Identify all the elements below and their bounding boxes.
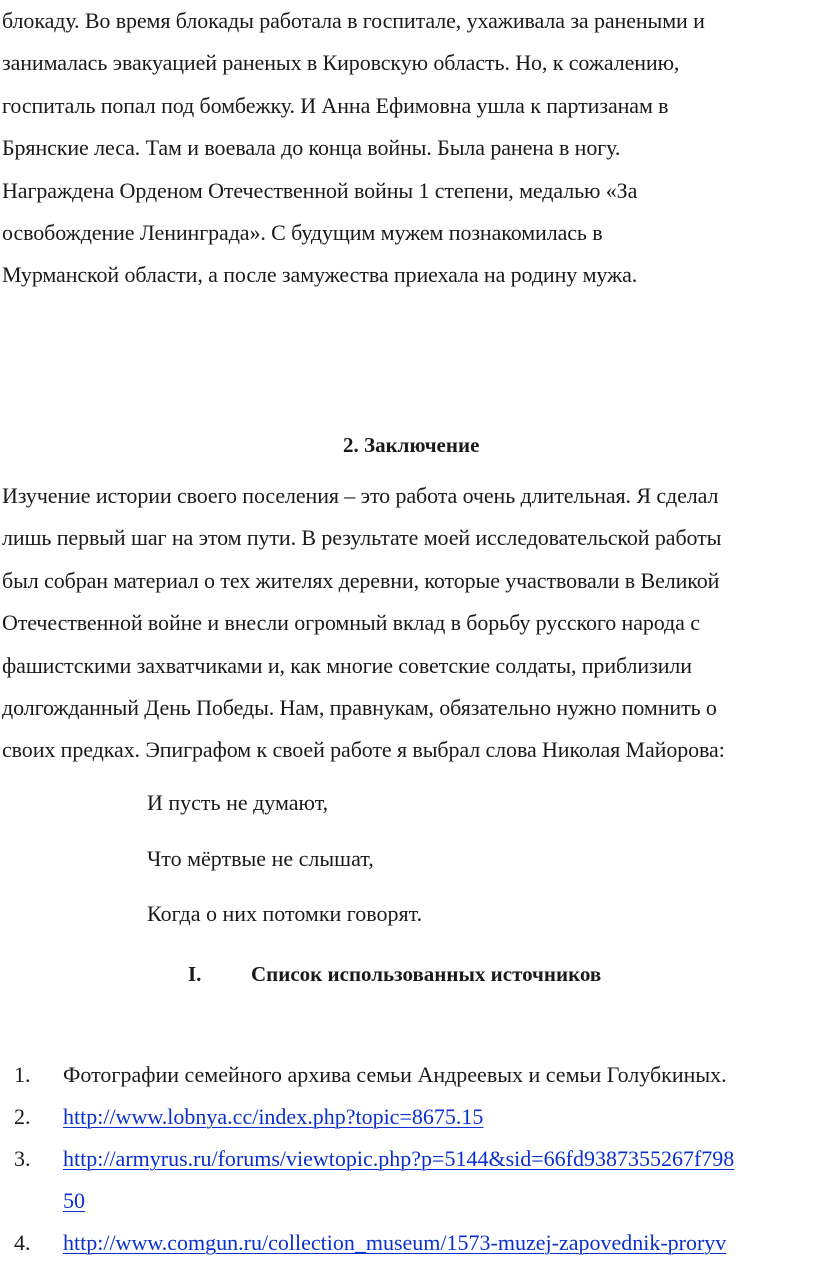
- epigraph-line-1: И пусть не думают,: [147, 790, 329, 815]
- epigraph-line-3: Когда о них потомки говорят.: [147, 901, 423, 926]
- source-number: 3.: [14, 1146, 31, 1171]
- intro-line-1: блокаду. Во время блокады работала в госпитале, ухаживала за ранеными и: [2, 8, 705, 33]
- sources-heading-title: Список использованных источников: [251, 962, 602, 986]
- conclusion-line-3: был собран материал о тех жителях деревни, которые участвовали в Великой: [2, 567, 720, 593]
- intro-line-3: госпиталь попал под бомбежку. И Анна Ефимовна ушла к партизанам в: [2, 92, 669, 118]
- conclusion-paragraph: [2, 475, 814, 772]
- epigraph-line-2: Что мёртвые не слышат,: [147, 846, 374, 871]
- sources-heading-number: I.: [188, 962, 202, 986]
- source-text: Фотографии семейного архива семьи Андреевых и семьи Голубкиных.: [63, 1062, 727, 1087]
- conclusion-line-4: Отечественной войне и внесли огромный вклад в борьбу русского народа с: [2, 610, 700, 636]
- source-link[interactable]: http://armyrus.ru/forums/viewtopic.php?p=5144&sid=66fd9387355267f798: [63, 1146, 735, 1171]
- source-link-continuation[interactable]: 50: [63, 1188, 85, 1213]
- intro-line-6: освобождение Ленинграда». С будущим мужем познакомилась в: [2, 220, 603, 246]
- source-number: 1.: [14, 1062, 31, 1087]
- conclusion-line-2: лишь первый шаг на этом пути. В результате моей исследовательской работы: [2, 525, 722, 551]
- intro-line-2: занималась эвакуацией раненых в Кировскую область. Но, к сожалению,: [2, 50, 680, 76]
- conclusion-line-7: своих предках. Эпиграфом к своей работе я выбрал слова Николая Майорова:: [2, 737, 725, 763]
- intro-line-7: Мурманской области, а после замужества приехала на родину мужа.: [2, 262, 638, 288]
- conclusion-line-1: Изучение истории своего поселения – это работа очень длительная. Я сделал: [2, 483, 719, 508]
- conclusion-heading: 2. Заключение: [343, 433, 480, 457]
- source-link[interactable]: http://www.lobnya.cc/index.php?topic=8675.15: [63, 1104, 484, 1129]
- conclusion-line-5: фашистскими захватчиками и, как многие советские солдаты, приблизили: [2, 652, 692, 678]
- intro-line-4: Брянские леса. Там и воевала до конца войны. Была ранена в ногу.: [2, 135, 621, 161]
- intro-paragraph: [2, 0, 814, 297]
- conclusion-line-6: долгожданный День Победы. Нам, правнукам, обязательно нужно помнить о: [2, 695, 717, 721]
- source-link[interactable]: http://www.comgun.ru/collection_museum/1573-muzej-zapovednik-proryv: [63, 1230, 727, 1255]
- intro-line-5: Награждена Орденом Отечественной войны 1 степени, медалью «За: [2, 177, 638, 203]
- source-number: 4.: [14, 1230, 31, 1255]
- source-number: 2.: [14, 1104, 31, 1129]
